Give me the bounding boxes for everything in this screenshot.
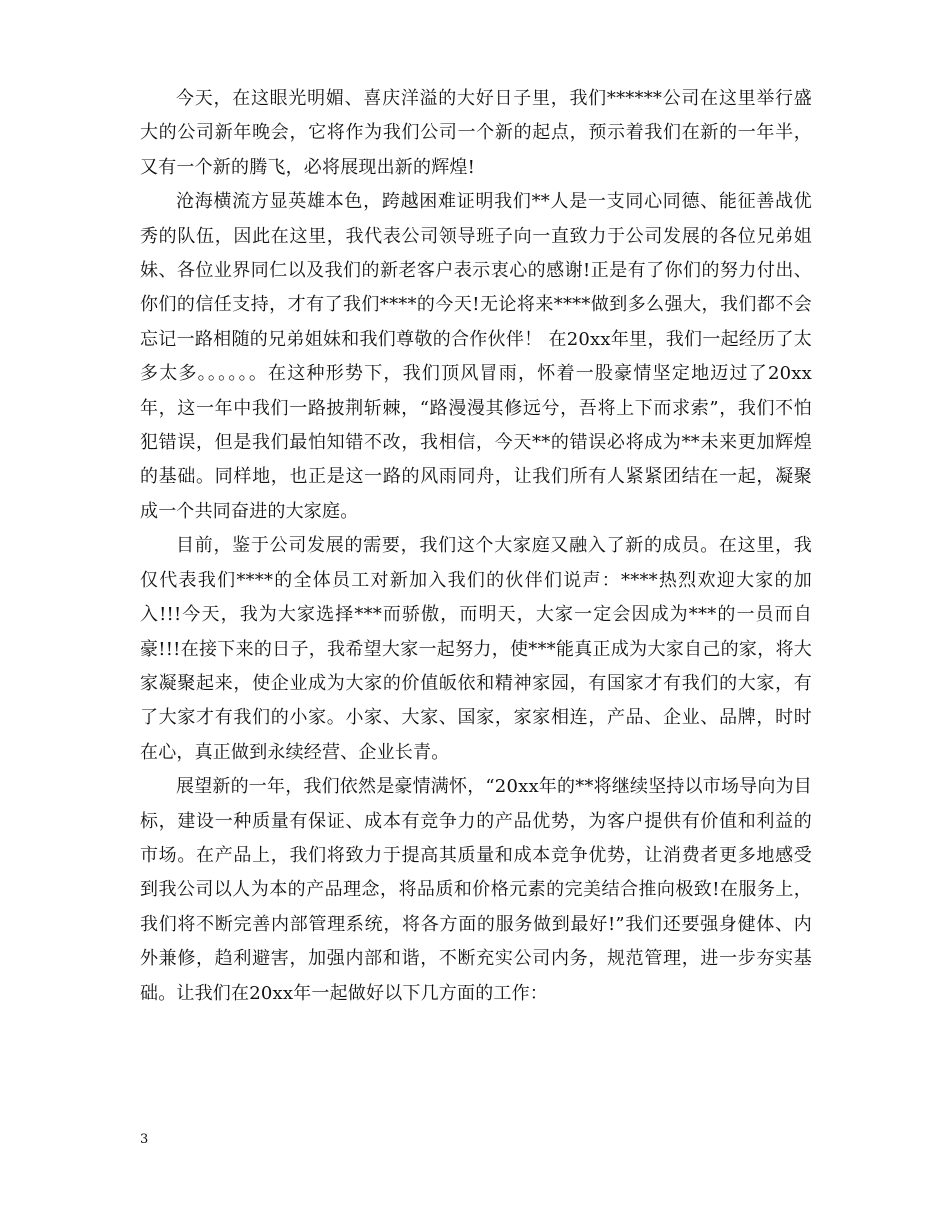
page-number: 3 bbox=[140, 1132, 149, 1147]
paragraph-outlook: 展望新的一年，我们依然是豪情满怀，“20xx年的**将继续坚持以市场导向为目标，建设一种质量有保证、成本有竞争力的产品优势，为客户提供有价值和利益的市场。在产品上，我们将致力于提高其质量和成本竞争优势，让消费者更多地感受到我公司以人为本的产品理念，将品质和价格元素的完美结合推向极致!在服务上，我们将不断完善内部管理系统，将各方面的服务做到最好!”我们还要强身健体、内外兼修，趋利避害，加强内部和谐，不断充实公司内务，规范管理，进一步夯实基础。让我们在20xx年一起做好以下几方面的工作： bbox=[140, 776, 813, 1004]
paragraph-gratitude: 沧海横流方显英雄本色，跨越困难证明我们**人是一支同心同德、能征善战优秀的队伍，因此在这里，我代表公司领导班子向一直致力于公司发展的各位兄弟姐妹、各位业界同仁以及我们的新老客户表示衷心的感谢!正是有了你们的努力付出、你们的信任支持，才有了我们****的今天!无论将来****做到多么强大，我们都不会忘记一路相随的兄弟姐妹和我们尊敬的合作伙伴！ 在20xx年里，我们一起经历了太多太多。。。。。。在这种形势下，我们顶风冒雨，怀着一股豪情坚定地迈过了20xx年，这一年中我们一路披荆斩棘，“路漫漫其修远兮，吾将上下而求索”，我们不怕犯错误，但是我们最怕知错不改，我相信，今天**的错误必将成为**未来更加辉煌的基础。同样地，也正是这一路的风雨同舟，让我们所有人紧紧团结在一起，凝聚成一个共同奋进的大家庭。 bbox=[140, 191, 812, 522]
paragraph-welcome: 目前，鉴于公司发展的需要，我们这个大家庭又融入了新的成员。在这里，我仅代表我们****的全体员工对新加入我们的伙伴们说声：****热烈欢迎大家的加入!!!今天，我为大家选择***而骄傲，而明天，大家一定会因成为***的一员而自豪!!!在接下来的日子，我希望大家一起努力，使***能真正成为大家自己的家，将大家凝聚起来，使企业成为大家的价值皈依和精神家园，有国家才有我们的大家，有了大家才有我们的小家。小家、大家、国家，家家相连，产品、企业、品牌，时时在心，真正做到永续经营、企业长青。 bbox=[140, 535, 812, 763]
document-body bbox=[140, 82, 812, 1011]
paragraph-opening: 今天，在这眼光明媚、喜庆洋溢的大好日子里，我们******公司在这里举行盛大的公司新年晚会，它将作为我们公司一个新的起点，预示着我们在新的一年半，又有一个新的腾飞，必将展现出新的辉煌! bbox=[140, 88, 812, 178]
